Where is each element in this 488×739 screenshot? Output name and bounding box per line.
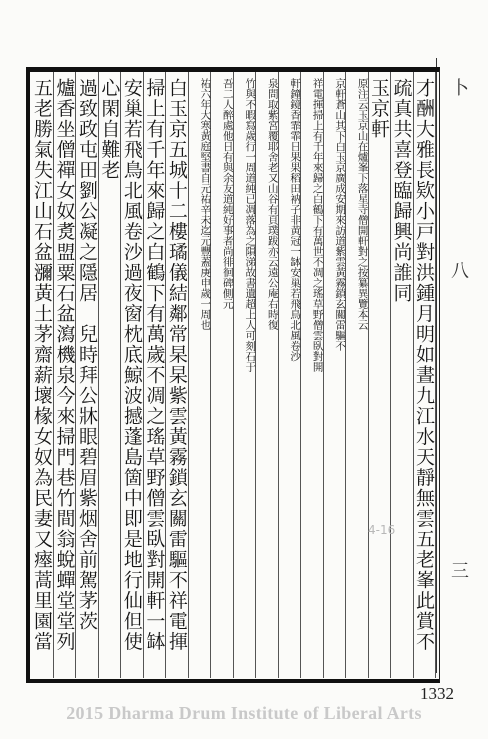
column-text: 泉問取紫宮覆耶舍老又山谷有頁璞跋亦云遠公庵右時復 bbox=[266, 78, 279, 330]
text-column bbox=[367, 72, 391, 678]
column-text: 玉京軒 bbox=[368, 78, 391, 140]
text-column bbox=[300, 72, 324, 678]
text-column bbox=[322, 72, 346, 678]
text-column bbox=[97, 72, 121, 678]
column-text: 心閑自難老 bbox=[98, 78, 121, 181]
text-column bbox=[120, 72, 144, 678]
column-text: 祐六年大寒黃庭堅書自元祐辛未迄元豐蓋庚申歲一周也 bbox=[199, 78, 212, 330]
header-mark: 三 bbox=[451, 561, 469, 582]
header-mark: 八 bbox=[451, 261, 469, 282]
column-text: 白玉京五城十二樓璚儀結鄰常杲杲紫雲黃霧鎖玄關雷驅不祥電揮 bbox=[165, 78, 188, 652]
page-stamp: 4-16 bbox=[368, 523, 396, 537]
page-number: 1332 bbox=[420, 684, 454, 703]
text-column bbox=[52, 72, 76, 678]
text-column bbox=[142, 72, 166, 678]
column-text: 竹與不暇寫歲行一周道純已凋落為之隕涕故書遺超上人可刻石于 bbox=[244, 78, 257, 372]
column-text: 五老勝氣失江山石盆瀰黃土茅齋薪壞椽女奴為民妻又瘞蒿里園當 bbox=[31, 78, 53, 652]
text-column bbox=[187, 72, 211, 678]
text-column bbox=[277, 72, 301, 678]
text-column bbox=[75, 72, 99, 678]
watermark: 2015 Dharma Drum Institute of Liberal Arts bbox=[66, 703, 422, 723]
text-column bbox=[412, 72, 436, 678]
text-column bbox=[232, 72, 256, 678]
column-text: 掃上有千年來歸之白鶴下有萬歲不凋之瑤草野僧雲臥對開軒一缽 bbox=[143, 78, 166, 652]
text-column bbox=[345, 72, 369, 678]
column-text: 原注云玉京山在爐峯下落星寺僧開軒對之按纂異覽本云 bbox=[356, 78, 369, 330]
column-text: 安巢若飛鳥北風卷沙過夜窗枕底鯨波撼蓬島箇中即是地行仙但使 bbox=[120, 78, 143, 652]
text-columns bbox=[30, 72, 436, 678]
column-text: 爐香坐僧禪女奴煑盟粟石盆瀉機泉今來掃門巷竹間翁蛻蟬堂堂列 bbox=[53, 78, 76, 652]
text-column bbox=[165, 72, 189, 678]
column-text: 京軒蒼山其下白玉京廣成安期來訪道紫雲黃霧鎖玄關雷驅不 bbox=[334, 78, 347, 351]
text-column bbox=[390, 72, 414, 678]
column-text: 吾二人醉處他日有與余友道純好事者尚徘徊碑側元 bbox=[221, 78, 234, 309]
text-column bbox=[255, 72, 279, 678]
page-header-strip bbox=[436, 58, 477, 673]
text-column bbox=[210, 72, 234, 678]
column-text: 軒鐘鏡香霏霏日果果稻田衲子非黄冠一缽安巢若飛鳥北風卷沙 bbox=[289, 78, 302, 362]
header-mark: 卜 bbox=[451, 78, 469, 99]
column-text: 祥電揮掃上有千年來歸之白鶴下有萬世不凋之瑤草野僧雲臥對開 bbox=[311, 78, 324, 372]
column-text: 疏真共喜登臨歸興尚誰同 bbox=[390, 78, 413, 304]
column-text: 才酬大雅長欵小戸對洪鍾月明如晝九江水天靜無雲五老峯此賞不 bbox=[413, 78, 435, 652]
text-column bbox=[30, 72, 54, 678]
column-text: 過致政屯田劉公凝之隱居 兒時拜公牀眼碧眉紫烟舍前駕茅茨 bbox=[75, 78, 98, 632]
